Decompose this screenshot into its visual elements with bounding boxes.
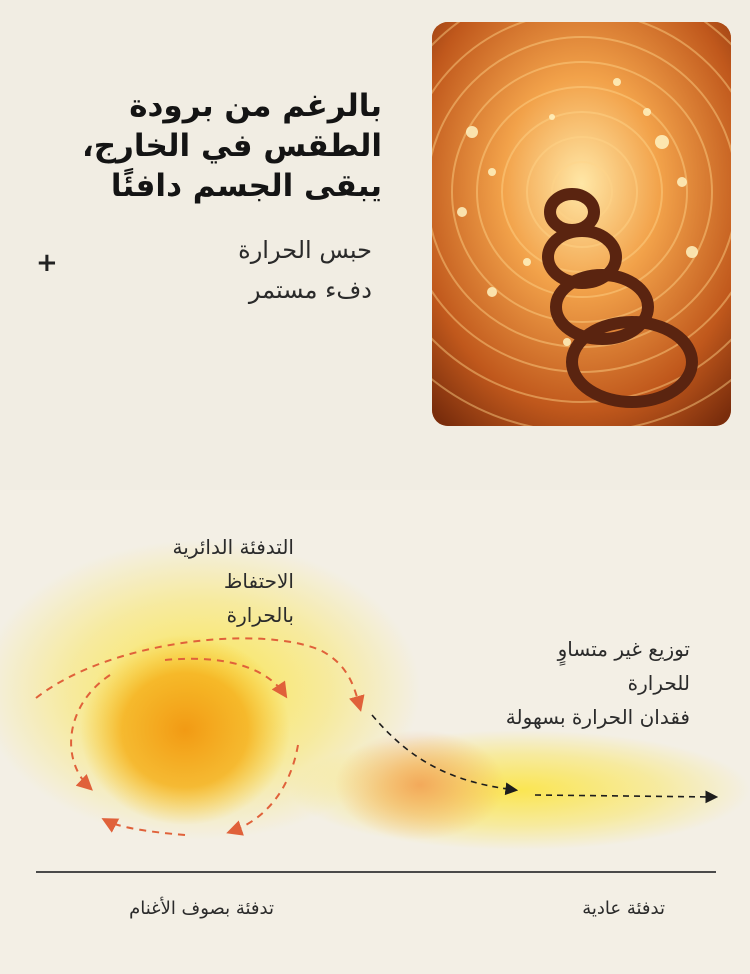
uneven-heating-line-3: فقدان الحرارة بسهولة <box>505 705 690 729</box>
uneven-heating-line-1: توزيع غير متساوٍ <box>557 637 690 661</box>
wool-heat-core <box>80 635 290 825</box>
headline-line-3: يبقى الجسم دافئًا <box>110 168 382 204</box>
feature-constant-warmth: دفء مستمر <box>248 276 372 304</box>
fiber-spiral-illustration <box>432 22 731 426</box>
feature-list <box>72 230 372 310</box>
baseline-divider <box>36 871 716 873</box>
circular-heating-line-2: الاحتفاظ <box>223 569 294 593</box>
circular-heating-line-3: بالحرارة <box>226 603 294 627</box>
wool-heating-axis-label: تدفئة بصوف الأغنام <box>129 898 274 919</box>
circular-heating-label <box>34 530 294 632</box>
feature-heat-trap: حبس الحرارة <box>238 236 372 264</box>
circular-heating-line-1: التدفئة الدائرية <box>172 535 294 559</box>
plus-icon[interactable]: + <box>36 248 58 278</box>
wool-fiber-photo <box>432 22 731 426</box>
headline-line-2: الطقس في الخارج، <box>81 128 382 164</box>
headline <box>62 86 382 206</box>
uneven-heating-label <box>370 632 690 734</box>
uneven-heating-line-2: للحرارة <box>627 671 690 695</box>
normal-heating-axis-label: تدفئة عادية <box>582 898 665 919</box>
headline-line-1: بالرغم من برودة <box>129 88 382 124</box>
normal-heat-core <box>335 730 505 840</box>
